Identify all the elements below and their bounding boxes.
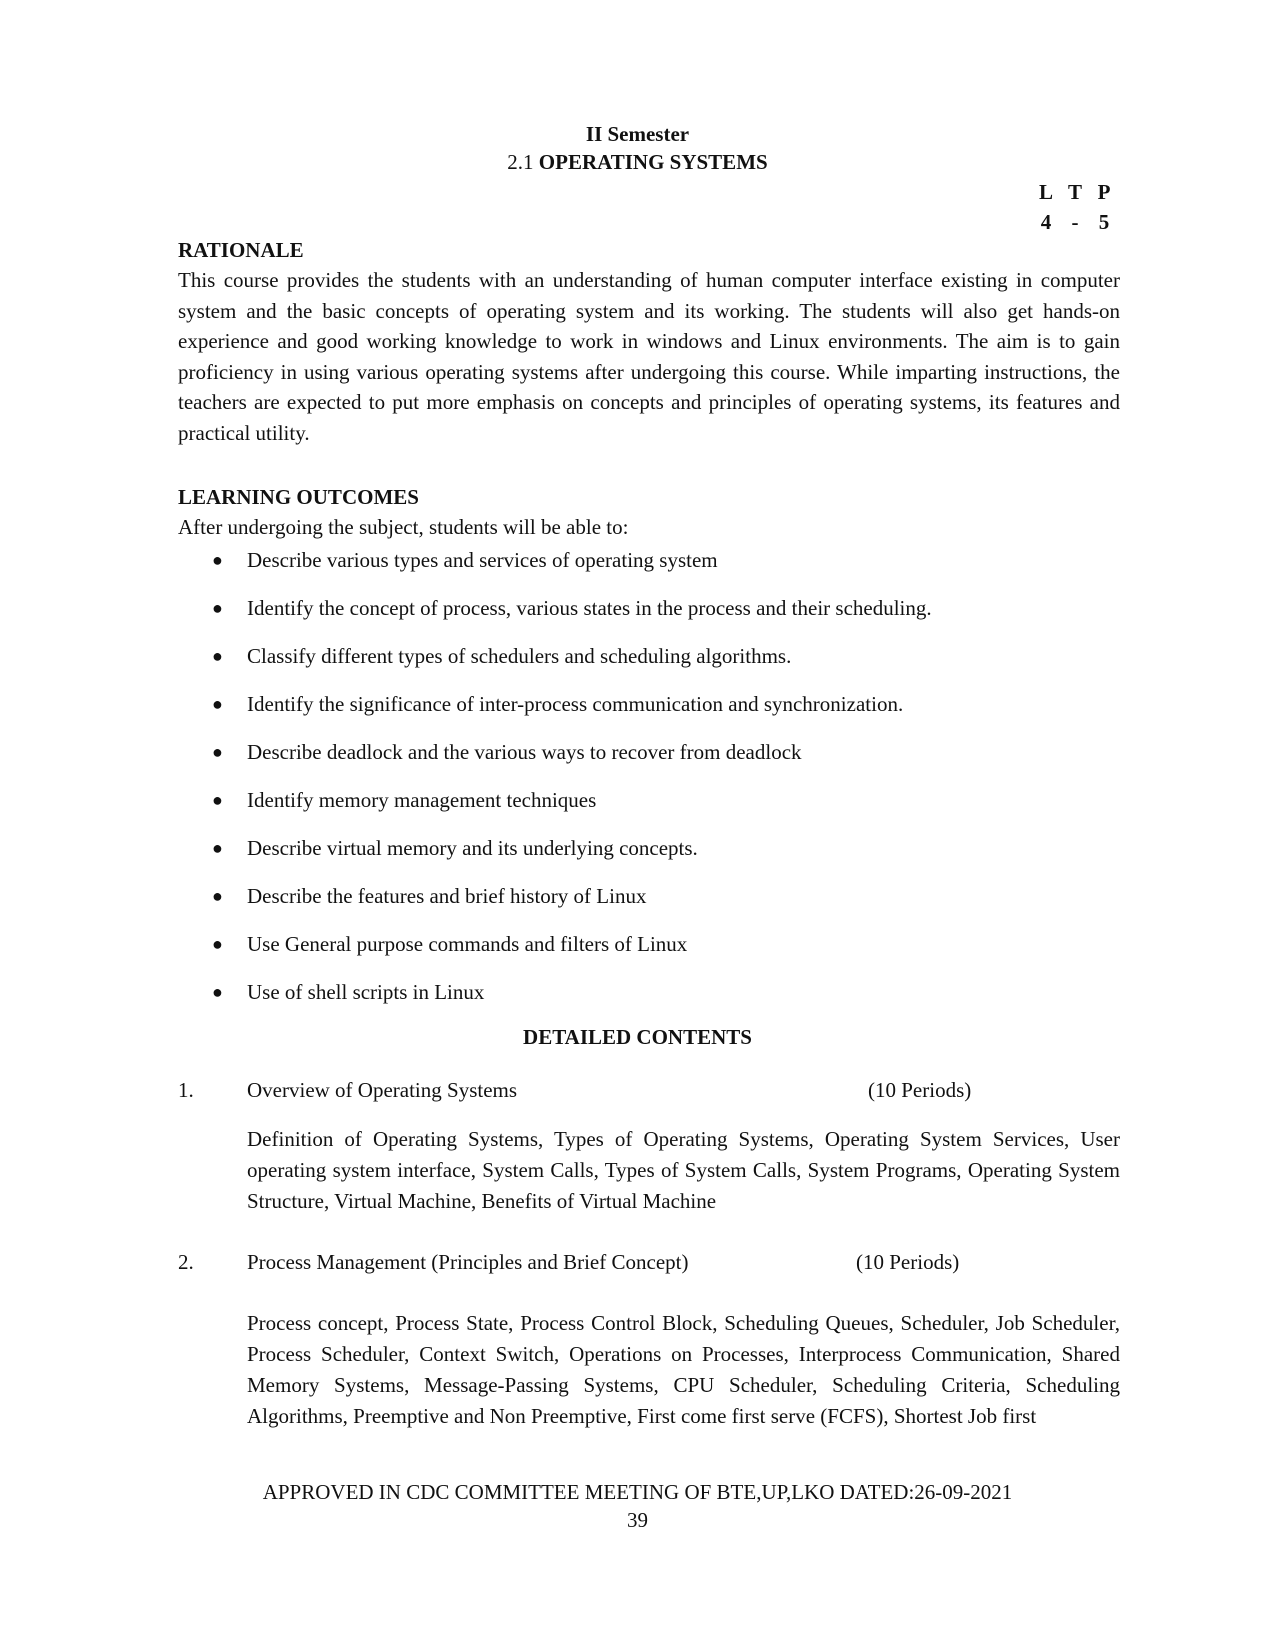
list-item: ● Describe deadlock and the various ways to recover from deadlock bbox=[178, 737, 1120, 785]
list-item: ● Use of shell scripts in Linux bbox=[178, 977, 1120, 1025]
bullet-icon: ● bbox=[212, 981, 223, 1002]
unit-number: 2. bbox=[178, 1250, 194, 1274]
bullet-icon: ● bbox=[212, 933, 223, 954]
course-title bbox=[0, 150, 1275, 174]
unit-title: Process Management (Principles and Brief Concept) bbox=[247, 1250, 689, 1274]
list-item: ● Describe virtual memory and its underlying concepts. bbox=[178, 833, 1120, 881]
unit-1 bbox=[178, 1075, 1120, 1238]
ltp-value-l: 4 bbox=[1040, 210, 1052, 234]
ltp-label-p: P bbox=[1097, 180, 1111, 204]
list-item: ● Use General purpose commands and filters of Linux bbox=[178, 929, 1120, 977]
bullet-icon: ● bbox=[212, 693, 223, 714]
list-item: ● Identify the significance of inter-process communication and synchronization. bbox=[178, 689, 1120, 737]
unit-description: Definition of Operating Systems, Types of Operating Systems, Operating System Services, User operating system interface, System Calls, Types of System Calls, System Programs, Operating System Structure, Virtual Machine, Benefits of Virtual Machine bbox=[247, 1127, 1120, 1213]
unit-periods: (10 Periods) bbox=[868, 1078, 972, 1102]
semester-heading: II Semester bbox=[585, 122, 690, 146]
ltp-values bbox=[1035, 207, 1115, 237]
ltp-value-p: 5 bbox=[1098, 210, 1110, 234]
learning-outcomes-list bbox=[178, 545, 1120, 1025]
list-item: ● Identify memory management techniques bbox=[178, 785, 1120, 833]
ltp-label-t: T bbox=[1067, 180, 1082, 204]
ltp-block bbox=[1035, 177, 1115, 237]
rationale-heading: RATIONALE bbox=[178, 238, 304, 262]
learning-outcomes-section bbox=[178, 482, 1120, 1025]
detailed-contents-heading: DETAILED CONTENTS bbox=[523, 1025, 752, 1049]
page-number: 39 bbox=[627, 1508, 648, 1532]
list-item: ● Describe various types and services of operating system bbox=[178, 545, 1120, 593]
bullet-icon: ● bbox=[212, 549, 223, 570]
list-item: ● Describe the features and brief history of Linux bbox=[178, 881, 1120, 929]
bullet-icon: ● bbox=[212, 789, 223, 810]
unit-2 bbox=[178, 1247, 1120, 1453]
unit-periods: (10 Periods) bbox=[856, 1250, 960, 1274]
learning-outcomes-intro: After undergoing the subject, students will be able to: bbox=[178, 515, 629, 539]
page-footer bbox=[0, 1478, 1275, 1534]
learning-outcomes-heading: LEARNING OUTCOMES bbox=[178, 485, 419, 509]
bullet-icon: ● bbox=[212, 741, 223, 762]
approval-note: APPROVED IN CDC COMMITTEE MEETING OF BTE,UP,LKO DATED:26-09-2021 bbox=[262, 1480, 1013, 1504]
ltp-labels bbox=[1035, 177, 1115, 207]
rationale-section bbox=[178, 235, 1120, 448]
unit-title: Overview of Operating Systems bbox=[247, 1078, 518, 1102]
list-item: ● Identify the concept of process, various states in the process and their scheduling. bbox=[178, 593, 1120, 641]
bullet-icon: ● bbox=[212, 645, 223, 666]
rationale-text: This course provides the students with an understanding of human computer interface existing in computer system and the basic concepts of operating system and its working. The students will also get hands-on experience and good working knowledge to work in windows and Linux environments. The aim is to gain proficiency in using various operating systems after undergoing this course. While imparting instructions, the teachers are expected to put more emphasis on concepts and principles of operating systems, its features and practical utility. bbox=[178, 268, 1120, 445]
list-item: ● Classify different types of schedulers and scheduling algorithms. bbox=[178, 641, 1120, 689]
bullet-icon: ● bbox=[212, 597, 223, 618]
unit-header bbox=[178, 1075, 1120, 1106]
unit-header bbox=[178, 1247, 1120, 1278]
bullet-icon: ● bbox=[212, 885, 223, 906]
unit-number: 1. bbox=[178, 1078, 194, 1102]
ltp-label-l: L bbox=[1038, 180, 1053, 204]
bullet-icon: ● bbox=[212, 837, 223, 858]
course-name: OPERATING SYSTEMS bbox=[538, 150, 768, 174]
ltp-value-t: - bbox=[1071, 210, 1079, 234]
course-code: 2.1 bbox=[507, 150, 534, 174]
unit-description: Process concept, Process State, Process Control Block, Scheduling Queues, Scheduler, Job Scheduler, Process Scheduler, Context Switch, Operations on Processes, Interprocess Communication, Shared Memory Systems, Message-Passing Systems, CPU Scheduler, Scheduling Criteria, Scheduling Algorithms, Preemptive and Non Preemptive, First come first serve (FCFS), Shortest Job first bbox=[247, 1311, 1120, 1428]
